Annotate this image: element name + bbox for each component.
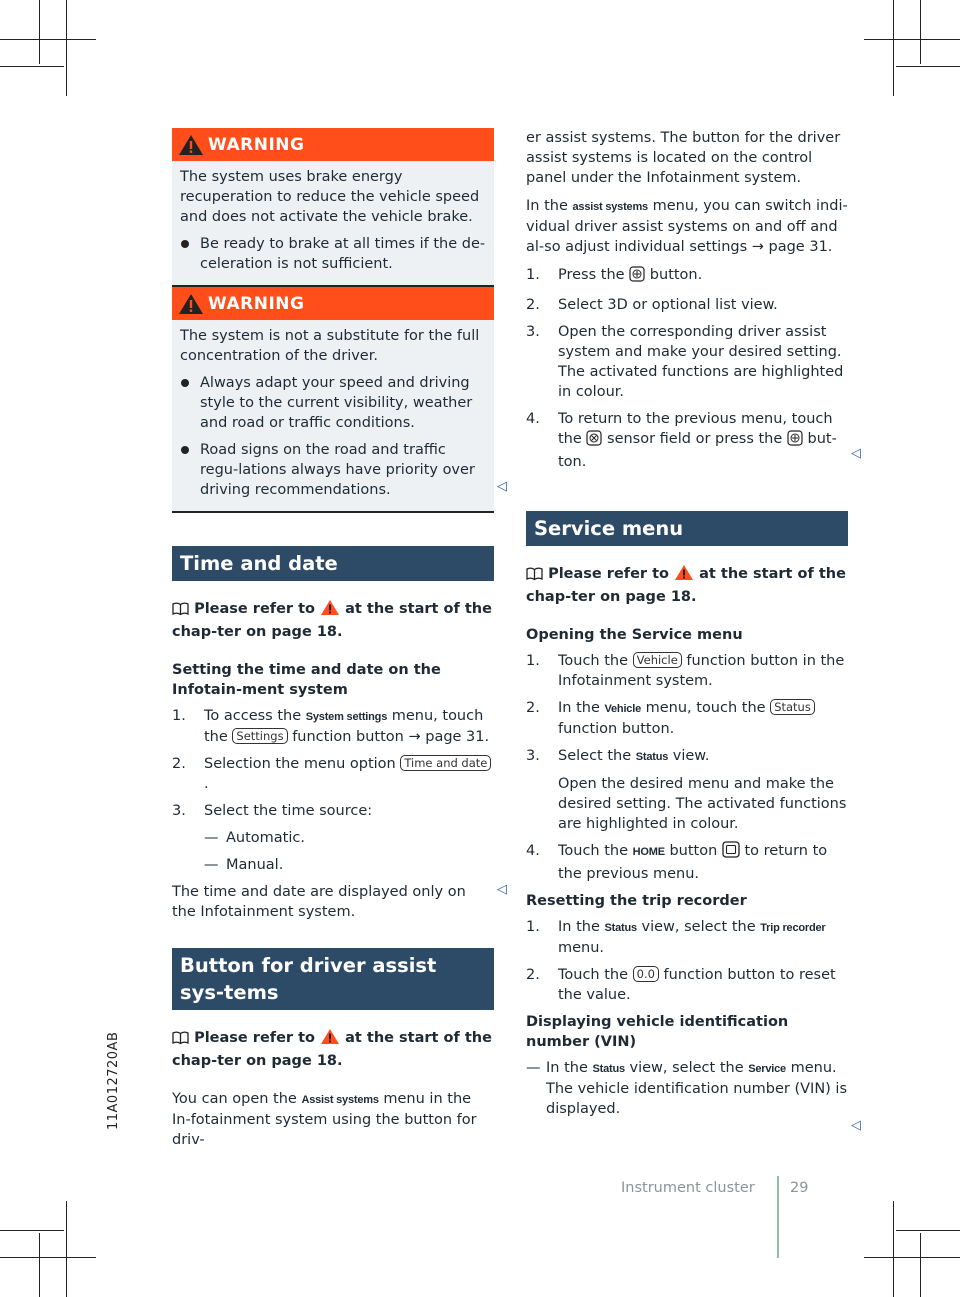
chapter-reference: Please refer to at the start of the chap-ter on page 18. [526,566,846,605]
crop-mark [896,66,960,67]
crop-mark [920,0,921,64]
menu-name: Service [748,1063,786,1075]
menu-name: Status [635,751,669,763]
warning-box-2 [172,287,494,513]
warning-triangle-icon [178,134,204,156]
subheading: Resetting the trip recorder [526,893,747,909]
section-end-icon: ◁ [497,479,507,494]
footer-divider [777,1176,779,1258]
crop-mark [0,66,64,67]
assist-button-icon [629,266,645,288]
document-code: 11A012720AB [106,1031,121,1130]
warning-body [172,161,494,287]
step-item: 2. Selection the menu option Time and date. [172,754,494,794]
book-icon [172,602,189,622]
book-icon [526,567,543,587]
crop-mark [896,1230,960,1231]
paragraph: er assist systems. The button for the driver assist systems is located on the control panel under the Infotainment system. [526,130,841,186]
crop-mark [66,0,67,96]
crop-mark [893,1201,894,1297]
back-sensor-icon [586,430,602,452]
warning-header [172,287,494,320]
menu-name: System settings [305,711,388,723]
subheading: Displaying vehicle identification number (VIN) [526,1014,789,1050]
crop-mark [864,1257,960,1258]
book-icon [172,1031,189,1051]
service-section [526,511,848,1126]
warning-text: The system is not a substitute for the full concentration of the driver. [180,328,480,364]
menu-name: Status [592,1063,625,1075]
warning-triangle-icon [178,293,204,315]
menu-name: assist systems [572,201,648,213]
crop-mark [893,0,894,96]
time-date-section [172,546,494,922]
menu-name: Vehicle [604,703,641,715]
warning-title: WARNING [208,293,305,314]
warning-triangle-icon [320,599,340,622]
warning-title: WARNING [208,134,305,155]
menu-name: HOME [632,846,665,858]
step-item: 4. Touch the HOME button to return to the previous menu. [526,843,828,882]
step-item: 1. Touch the Vehicle function button in the Infotainment system. [526,653,845,689]
warning-header [172,128,494,161]
step-note: Open the desired menu and make the desired setting. The activated functions are highlighted in colour. [558,776,847,832]
assist-button-icon [787,430,803,452]
section-heading: Button for driver assist sys-tems [172,948,494,1010]
list-item: — Automatic. [204,830,305,846]
step-item: 1. Press the button. [526,265,848,288]
step-item: 2. In the Vehicle menu, touch the Status function button. [526,698,848,739]
warning-body [172,320,494,513]
page-number: 29 [790,1180,809,1196]
settings-button: Settings [232,728,287,744]
footer-section-name: Instrument cluster [621,1180,755,1196]
chapter-reference: Please refer to at the start of the chap-ter on page 18. [172,601,492,640]
menu-name: Status [604,922,637,934]
section-end-icon: ◁ [497,882,507,897]
arrow-icon: → [751,239,764,255]
subheading: Setting the time and date on the Infotain-ment system [172,662,441,698]
menu-name: Trip recorder [760,922,826,934]
step-item: 1. In the Status view, select the Trip recorder menu. [526,919,826,956]
crop-mark [39,1233,40,1297]
list-item: — Manual. [204,857,284,873]
section-end-icon: ◁ [851,1118,861,1133]
warning-text: The system uses brake energy recuperation to reduce the vehicle speed and does not activate the vehicle brake. [180,169,480,225]
chapter-reference: Please refer to at the start of the chap-ter on page 18. [172,1030,492,1069]
paragraph: The time and date are displayed only on the Infotainment system. [172,884,466,920]
crop-mark [864,39,960,40]
status-button: Status [770,699,815,715]
warning-triangle-icon [320,1028,340,1051]
warning-bullet: Road signs on the road and traffic regu-lations always have priority over driving recommendations. [180,440,486,500]
warning-bullet: Always adapt your speed and driving style to the current visibility, weather and road or traffic conditions. [180,373,486,433]
crop-mark [0,1257,96,1258]
step-item: 2. Select 3D or optional list view. [526,297,778,313]
menu-name: Assist systems [301,1094,379,1106]
section-end-icon: ◁ [851,446,861,461]
paragraph: You can open the Assist systems menu in the In-fotainment system using the button for driv- [172,1091,477,1148]
crop-mark [0,39,96,40]
crop-mark [66,1201,67,1297]
warning-box-1 [172,128,494,287]
home-button-icon [722,841,740,864]
list-item: — In the Status view, select the Service menu. The vehicle identification number (VIN) is displayed. [526,1060,848,1117]
section-heading: Service menu [526,511,848,546]
step-item: 3. Open the corresponding driver assist system and make your desired setting. The activated functions are highlighted in colour. [526,324,844,400]
crop-mark [39,0,40,64]
crop-mark [0,1230,64,1231]
assist-section [172,948,494,1150]
assist-continued [526,128,848,479]
section-heading: Time and date [172,546,494,581]
reset-button: 0.0 [633,966,659,982]
warning-triangle-icon [674,564,694,587]
paragraph: In the assist systems menu, you can switch indi-vidual driver assist systems on and off and al-so adjust individual settings → page 31. [526,198,848,255]
arrow-icon: → [408,729,421,745]
subheading: Opening the Service menu [526,627,743,643]
step-item: 2. Touch the 0.0 function button to reset the value. [526,967,836,1003]
time-and-date-button: Time and date [400,755,491,771]
crop-mark [920,1233,921,1297]
step-item: 3. Select the Status view. [526,748,710,764]
warning-bullet: Be ready to brake at all times if the de-celeration is not sufficient. [180,234,486,274]
step-item: 3. Select the time source: [172,803,373,819]
step-item: 4. To return to the previous menu, touch the sensor field or press the but-ton. [526,411,837,470]
vehicle-button: Vehicle [633,652,682,668]
step-item: 1. To access the System settings menu, touch the Settings function button → page 31. [172,708,490,745]
